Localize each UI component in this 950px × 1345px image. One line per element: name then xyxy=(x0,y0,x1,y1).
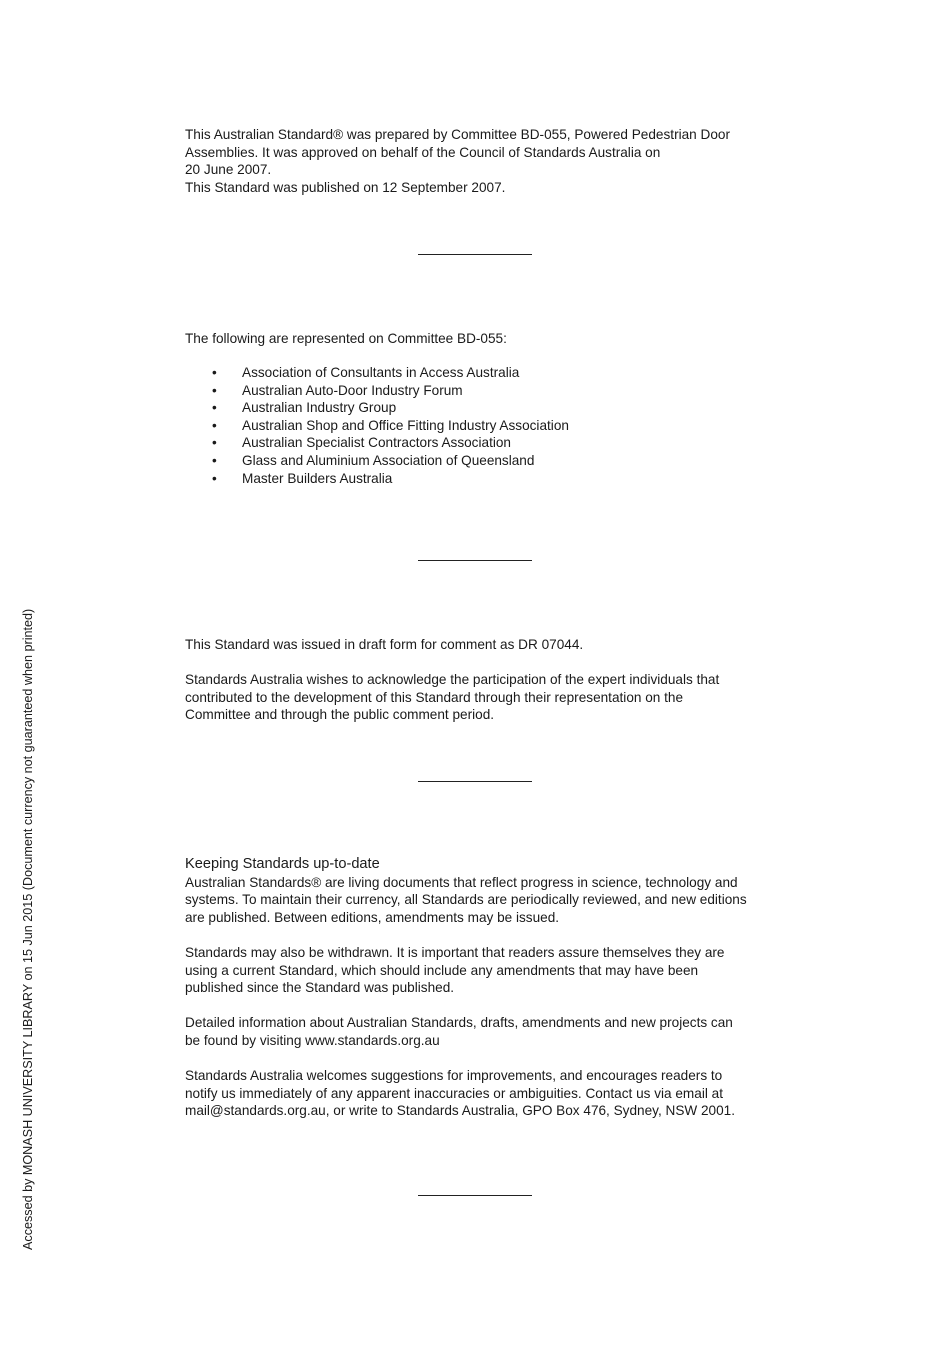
paragraph-line: Detailed information about Australian Standards, drafts, amendments and new projects can xyxy=(185,1015,733,1031)
bullet-icon: • xyxy=(212,382,217,398)
list-item xyxy=(185,399,745,417)
paragraph-line: Australian Standards® are living documents that reflect progress in science, technology and xyxy=(185,874,738,890)
section-divider xyxy=(418,1195,532,1196)
draft-issued-text: This Standard was issued in draft form for comment as DR 07044. xyxy=(185,637,584,652)
committee-member: Australian Industry Group xyxy=(242,400,397,416)
bullet-icon: • xyxy=(212,435,217,451)
committee-member: Australian Shop and Office Fitting Industry Association xyxy=(242,417,569,433)
section-divider xyxy=(418,254,532,255)
preparation-line: This Australian Standard® was prepared by Committee BD-055, Powered Pedestrian Door xyxy=(185,127,730,142)
paragraph-line: be found by visiting www.standards.org.au xyxy=(185,1032,440,1048)
list-item xyxy=(185,417,745,435)
section-divider xyxy=(418,781,532,782)
list-item xyxy=(185,382,745,400)
publication-statement: This Standard was published on 12 September 2007. xyxy=(185,179,506,195)
committee-member: Association of Consultants in Access Australia xyxy=(242,365,520,380)
section-divider xyxy=(418,560,532,561)
list-item xyxy=(185,452,745,470)
paragraph-line: Standards may also be withdrawn. It is important that readers assure themselves they are xyxy=(185,944,725,960)
paragraph-line: systems. To maintain their currency, all Standards are periodically reviewed, and new editions xyxy=(185,892,747,908)
paragraph-line: notify us immediately of any apparent inaccuracies or ambiguities. Contact us via email at xyxy=(185,1085,723,1101)
committee-member: Master Builders Australia xyxy=(242,470,393,486)
bullet-icon: • xyxy=(212,417,217,433)
bullet-icon: • xyxy=(212,452,217,468)
committee-intro-text: The following are represented on Committee BD-055: xyxy=(185,331,507,346)
committee-member-list xyxy=(185,364,745,487)
bullet-icon: • xyxy=(212,470,217,486)
access-watermark: Accessed by MONASH UNIVERSITY LIBRARY on 15 Jun 2015 (Document currency not guaranteed when printed) xyxy=(21,608,35,1250)
list-item xyxy=(185,364,745,382)
paragraph-line: Standards Australia welcomes suggestions for improvements, and encourages readers to xyxy=(185,1068,723,1084)
preparation-statement xyxy=(185,126,775,196)
draft-statement xyxy=(185,636,775,724)
paragraph-line: mail@standards.org.au, or write to Standards Australia, GPO Box 476, Sydney, NSW 2001. xyxy=(185,1103,736,1119)
committee-member: Glass and Aluminium Association of Queensland xyxy=(242,452,535,468)
list-item xyxy=(185,434,745,452)
committee-member: Australian Auto-Door Industry Forum xyxy=(242,382,463,398)
acknowledgement-line: Committee and through the public comment period. xyxy=(185,707,495,723)
preparation-line: Assemblies. It was approved on behalf of the Council of Standards Australia on xyxy=(185,144,661,160)
acknowledgement-line: Standards Australia wishes to acknowledge the participation of the expert individuals that xyxy=(185,672,720,688)
paragraph-line: using a current Standard, which should include any amendments that may have been xyxy=(185,962,699,978)
committee-member: Australian Specialist Contractors Association xyxy=(242,435,511,451)
acknowledgement-line: contributed to the development of this Standard through their representation on the xyxy=(185,689,684,705)
list-item xyxy=(185,470,745,488)
section-heading: Keeping Standards up-to-date xyxy=(185,856,380,872)
committee-intro xyxy=(185,330,775,348)
bullet-icon: • xyxy=(212,365,217,380)
approval-date: 20 June 2007. xyxy=(185,162,272,178)
keeping-up-to-date-section xyxy=(185,856,775,1120)
paragraph-line: are published. Between editions, amendments may be issued. xyxy=(185,909,560,925)
paragraph-line: published since the Standard was published. xyxy=(185,980,455,996)
bullet-icon: • xyxy=(212,400,217,416)
